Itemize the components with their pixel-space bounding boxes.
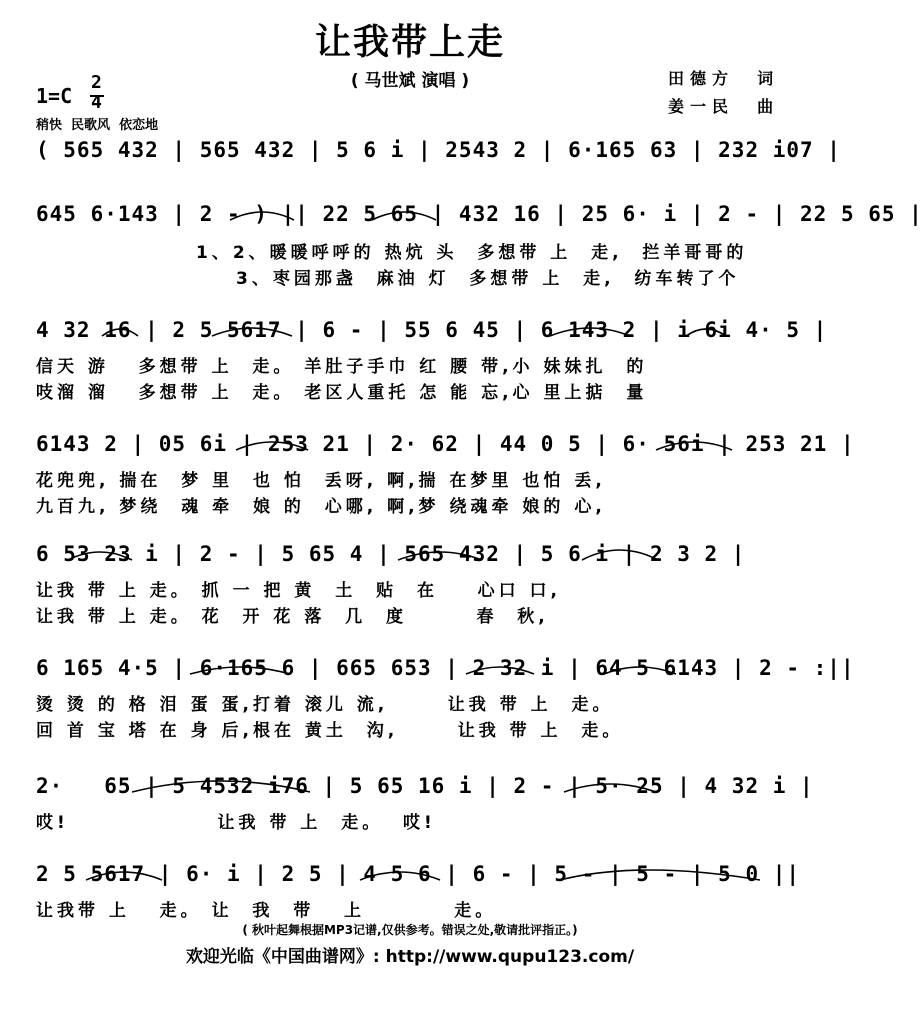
staff-2-lyric-1: 1、2、暖暖呼呼的 热炕 头 多想带 上 走, 拦羊哥哥的 (196, 243, 748, 263)
staff-7-lyric-1: 哎! 让我 带 上 走。 哎! (36, 813, 436, 833)
time-signature-bottom: 4 (91, 92, 102, 113)
transcriber-note: ( 秋叶起舞根据MP3记谱,仅供参考。错误之处,敬请批评指正。) (242, 923, 578, 937)
song-title: 让我带上走 (314, 22, 505, 63)
staff-1-notes: ( 565 432 | 565 432 | 5 6 i | 2543 2 | 6·165 63 | 232 i07 | (36, 138, 841, 162)
staff-4-lyric-2: 九百九, 梦绕 魂 牵 娘 的 心哪, 啊,梦 绕魂牵 娘的 心, (36, 497, 606, 517)
singer-credit: ( 马世斌 演唱 ) (350, 71, 470, 91)
staff-5-notes: 6 53 23 i | 2 - | 5 65 4 | 565 432 | 5 6 i | 2 3 2 | (36, 542, 746, 566)
staff-2-notes: 645 6·143 | 2 - ) || 22 5 65 | 432 16 | 25 6· i | 2 - | 22 5 65 | (36, 202, 923, 226)
staff-4-notes: 6143 2 | 05 6i | 253 21 | 2· 62 | 44 0 5 | 6· 56i | 253 21 | (36, 432, 855, 456)
website-welcome: 欢迎光临《中国曲谱网》: http://www.qupu123.com/ (185, 947, 635, 967)
staff-6-notes: 6 165 4·5 | 6·165 6 | 665 653 | 2 32 i | 64 5 6143 | 2 - :|| (36, 656, 855, 680)
staff-5-lyric-1: 让我 带 上 走。 抓 一 把 黄 土 贴 在 心口 口, (36, 581, 561, 601)
staff-3-notes: 4 32 16 | 2 5 5617 | 6 - | 55 6 45 | 6 143 2 | i 6i 4· 5 | (36, 318, 828, 342)
staff-7-notes: 2· 65 | 5 4532 i76 | 5 65 16 i | 2 - | 5· 25 | 4 32 i | (36, 774, 814, 798)
time-signature-top: 2 (91, 72, 102, 93)
staff-3-lyric-2: 吱溜 溜 多想带 上 走。 老区人重托 怎 能 忘,心 里上掂 量 (36, 383, 648, 403)
staff-8-lyric-1: 让我带 上 走。 让 我 带 上 走。 (36, 901, 497, 921)
staff-5-lyric-2: 让我 带 上 走。 花 开 花 落 几 度 春 秋, (36, 607, 549, 627)
tempo-marking: 稍快 民歌风 依恋地 (36, 118, 159, 133)
slur-marks (68, 212, 760, 880)
staff-6-lyric-2: 回 首 宝 塔 在 身 后,根在 黄土 沟, 让我 带 上 走。 (36, 721, 624, 741)
staff-4-lyric-1: 花兜兜, 揣在 梦 里 也 怕 丢呀, 啊,揣 在梦里 也怕 丢, (36, 471, 606, 491)
staff-3-lyric-1: 信天 游 多想带 上 走。 羊肚子手巾 红 腰 带,小 妹妹扎 的 (36, 357, 648, 377)
lyricist-credit: 田德方 词 (668, 69, 780, 88)
staff-2-lyric-2: 3、枣园那盏 麻油 灯 多想带 上 走, 纺车转了个 (236, 269, 740, 289)
composer-credit: 姜一民 曲 (668, 97, 780, 116)
staff-8-notes: 2 5 5617 | 6· i | 2 5 | 4 5 6 | 6 - | 5 - | 5 - | 5 0 || (36, 862, 801, 886)
staff-6-lyric-1: 烫 烫 的 格 泪 蛋 蛋,打着 滚儿 流, 让我 带 上 走。 (36, 695, 614, 715)
key-signature: 1=C (36, 84, 73, 108)
